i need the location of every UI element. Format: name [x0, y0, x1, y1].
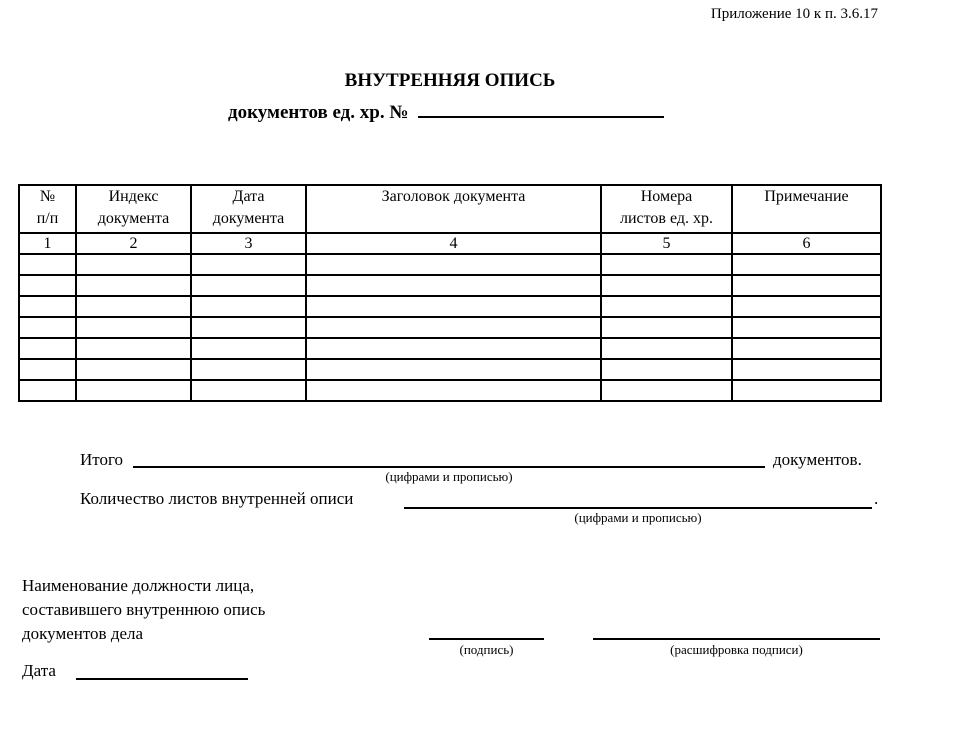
table-cell-note[interactable]: [732, 317, 881, 338]
table-row: [19, 254, 881, 275]
table-cell-num[interactable]: [19, 359, 76, 380]
table-cell-note[interactable]: [732, 338, 881, 359]
table-row: [19, 317, 881, 338]
table-cell-title[interactable]: [306, 254, 601, 275]
table-cell-sheets[interactable]: [601, 380, 732, 401]
table-cell-title[interactable]: [306, 317, 601, 338]
table-cell-note[interactable]: [732, 359, 881, 380]
storage-unit-number-field[interactable]: [418, 98, 664, 118]
table-cell-note[interactable]: [732, 275, 881, 296]
header-title: Заголовок документа: [306, 185, 601, 233]
total-label: Итого: [80, 450, 124, 469]
table-cell-num[interactable]: [19, 380, 76, 401]
table-cell-sheets[interactable]: [601, 317, 732, 338]
table-cell-title[interactable]: [306, 359, 601, 380]
table-cell-note[interactable]: [732, 254, 881, 275]
column-number: 1: [19, 233, 76, 254]
table-cell-num[interactable]: [19, 338, 76, 359]
table-cell-num[interactable]: [19, 317, 76, 338]
table-cell-index[interactable]: [76, 275, 191, 296]
table-cell-index[interactable]: [76, 317, 191, 338]
table-row: [19, 338, 881, 359]
sheets-count-field[interactable]: [404, 507, 872, 509]
sheets-count-suffix: .: [874, 489, 879, 508]
table-cell-index[interactable]: [76, 380, 191, 401]
table-cell-date[interactable]: [191, 359, 306, 380]
table-cell-title[interactable]: [306, 338, 601, 359]
date-label: Дата: [22, 661, 56, 680]
position-label-line: документов дела: [22, 624, 144, 643]
signature-field[interactable]: [429, 638, 544, 640]
header-date: Дата документа: [191, 185, 306, 233]
table-row: [19, 296, 881, 317]
table-cell-title[interactable]: [306, 275, 601, 296]
table-cell-date[interactable]: [191, 254, 306, 275]
signature-decode-field[interactable]: [593, 638, 880, 640]
total-suffix: документов.: [773, 450, 862, 469]
table-cell-index[interactable]: [76, 254, 191, 275]
position-label-line: составившего внутреннюю опись: [22, 600, 266, 619]
column-number: 2: [76, 233, 191, 254]
table-cell-index[interactable]: [76, 338, 191, 359]
signature-decode-hint: (расшифровка подписи): [670, 642, 803, 657]
document-title: ВНУТРЕННЯЯ ОПИСЬ: [344, 70, 556, 91]
table-cell-num[interactable]: [19, 254, 76, 275]
header-index: Индекс документа: [76, 185, 191, 233]
position-label: [22, 574, 265, 646]
sheets-count-label: Количество листов внутренней описи: [80, 489, 354, 508]
column-number: 3: [191, 233, 306, 254]
column-number: 5: [601, 233, 732, 254]
header-sheets: Номера листов ед. хр.: [601, 185, 732, 233]
total-hint: (цифрами и прописью): [385, 469, 513, 484]
table-cell-note[interactable]: [732, 380, 881, 401]
table-cell-date[interactable]: [191, 296, 306, 317]
signature-hint: (подпись): [459, 642, 514, 657]
inventory-table: [18, 184, 882, 402]
table-row: [19, 359, 881, 380]
table-cell-date[interactable]: [191, 275, 306, 296]
date-field[interactable]: [76, 678, 248, 680]
sheets-count-hint: (цифрами и прописью): [574, 510, 702, 525]
table-cell-index[interactable]: [76, 359, 191, 380]
table-cell-title[interactable]: [306, 296, 601, 317]
table-cell-date[interactable]: [191, 338, 306, 359]
table-cell-date[interactable]: [191, 317, 306, 338]
appendix-reference: Приложение 10 к п. 3.6.17: [710, 6, 878, 22]
column-number: 6: [732, 233, 881, 254]
table-row: [19, 380, 881, 401]
table-cell-sheets[interactable]: [601, 338, 732, 359]
table-cell-sheets[interactable]: [601, 359, 732, 380]
table-cell-note[interactable]: [732, 296, 881, 317]
table-cell-num[interactable]: [19, 296, 76, 317]
subtitle-text: документов ед. хр. №: [228, 102, 409, 123]
position-label-line: Наименование должности лица,: [22, 576, 255, 595]
total-field[interactable]: [133, 466, 765, 468]
header-num: № п/п: [19, 185, 76, 233]
column-numbers-row: [19, 233, 881, 254]
document-subtitle: [228, 98, 664, 124]
table-cell-sheets[interactable]: [601, 275, 732, 296]
table-cell-index[interactable]: [76, 296, 191, 317]
table-cell-title[interactable]: [306, 380, 601, 401]
table-header-row: [19, 185, 881, 233]
table-cell-sheets[interactable]: [601, 254, 732, 275]
header-note: Примечание: [732, 185, 881, 233]
table-cell-date[interactable]: [191, 380, 306, 401]
table-row: [19, 275, 881, 296]
column-number: 4: [306, 233, 601, 254]
table-cell-num[interactable]: [19, 275, 76, 296]
table-cell-sheets[interactable]: [601, 296, 732, 317]
